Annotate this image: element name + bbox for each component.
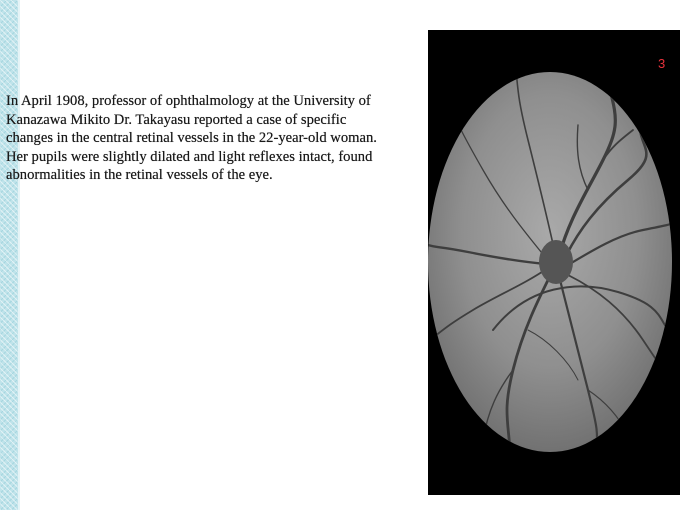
slide-number: 3 xyxy=(658,56,666,71)
optic-disc xyxy=(539,240,573,284)
slide-body-text: In April 1908, professor of ophthalmology at the University of Kanazawa Mikito Dr. Takayasu reported a case of specific changes in the central retinal vessels in the 22-year-old woman. Her pupils were slightly dilated and light reflexes intact, found abnormalities in the retinal vessels of the eye. xyxy=(6,93,377,184)
retinal-fundus-image xyxy=(428,30,680,495)
fundus-photo-frame xyxy=(428,30,680,495)
decorative-side-strip xyxy=(0,0,18,510)
side-strip-edge xyxy=(18,0,20,510)
